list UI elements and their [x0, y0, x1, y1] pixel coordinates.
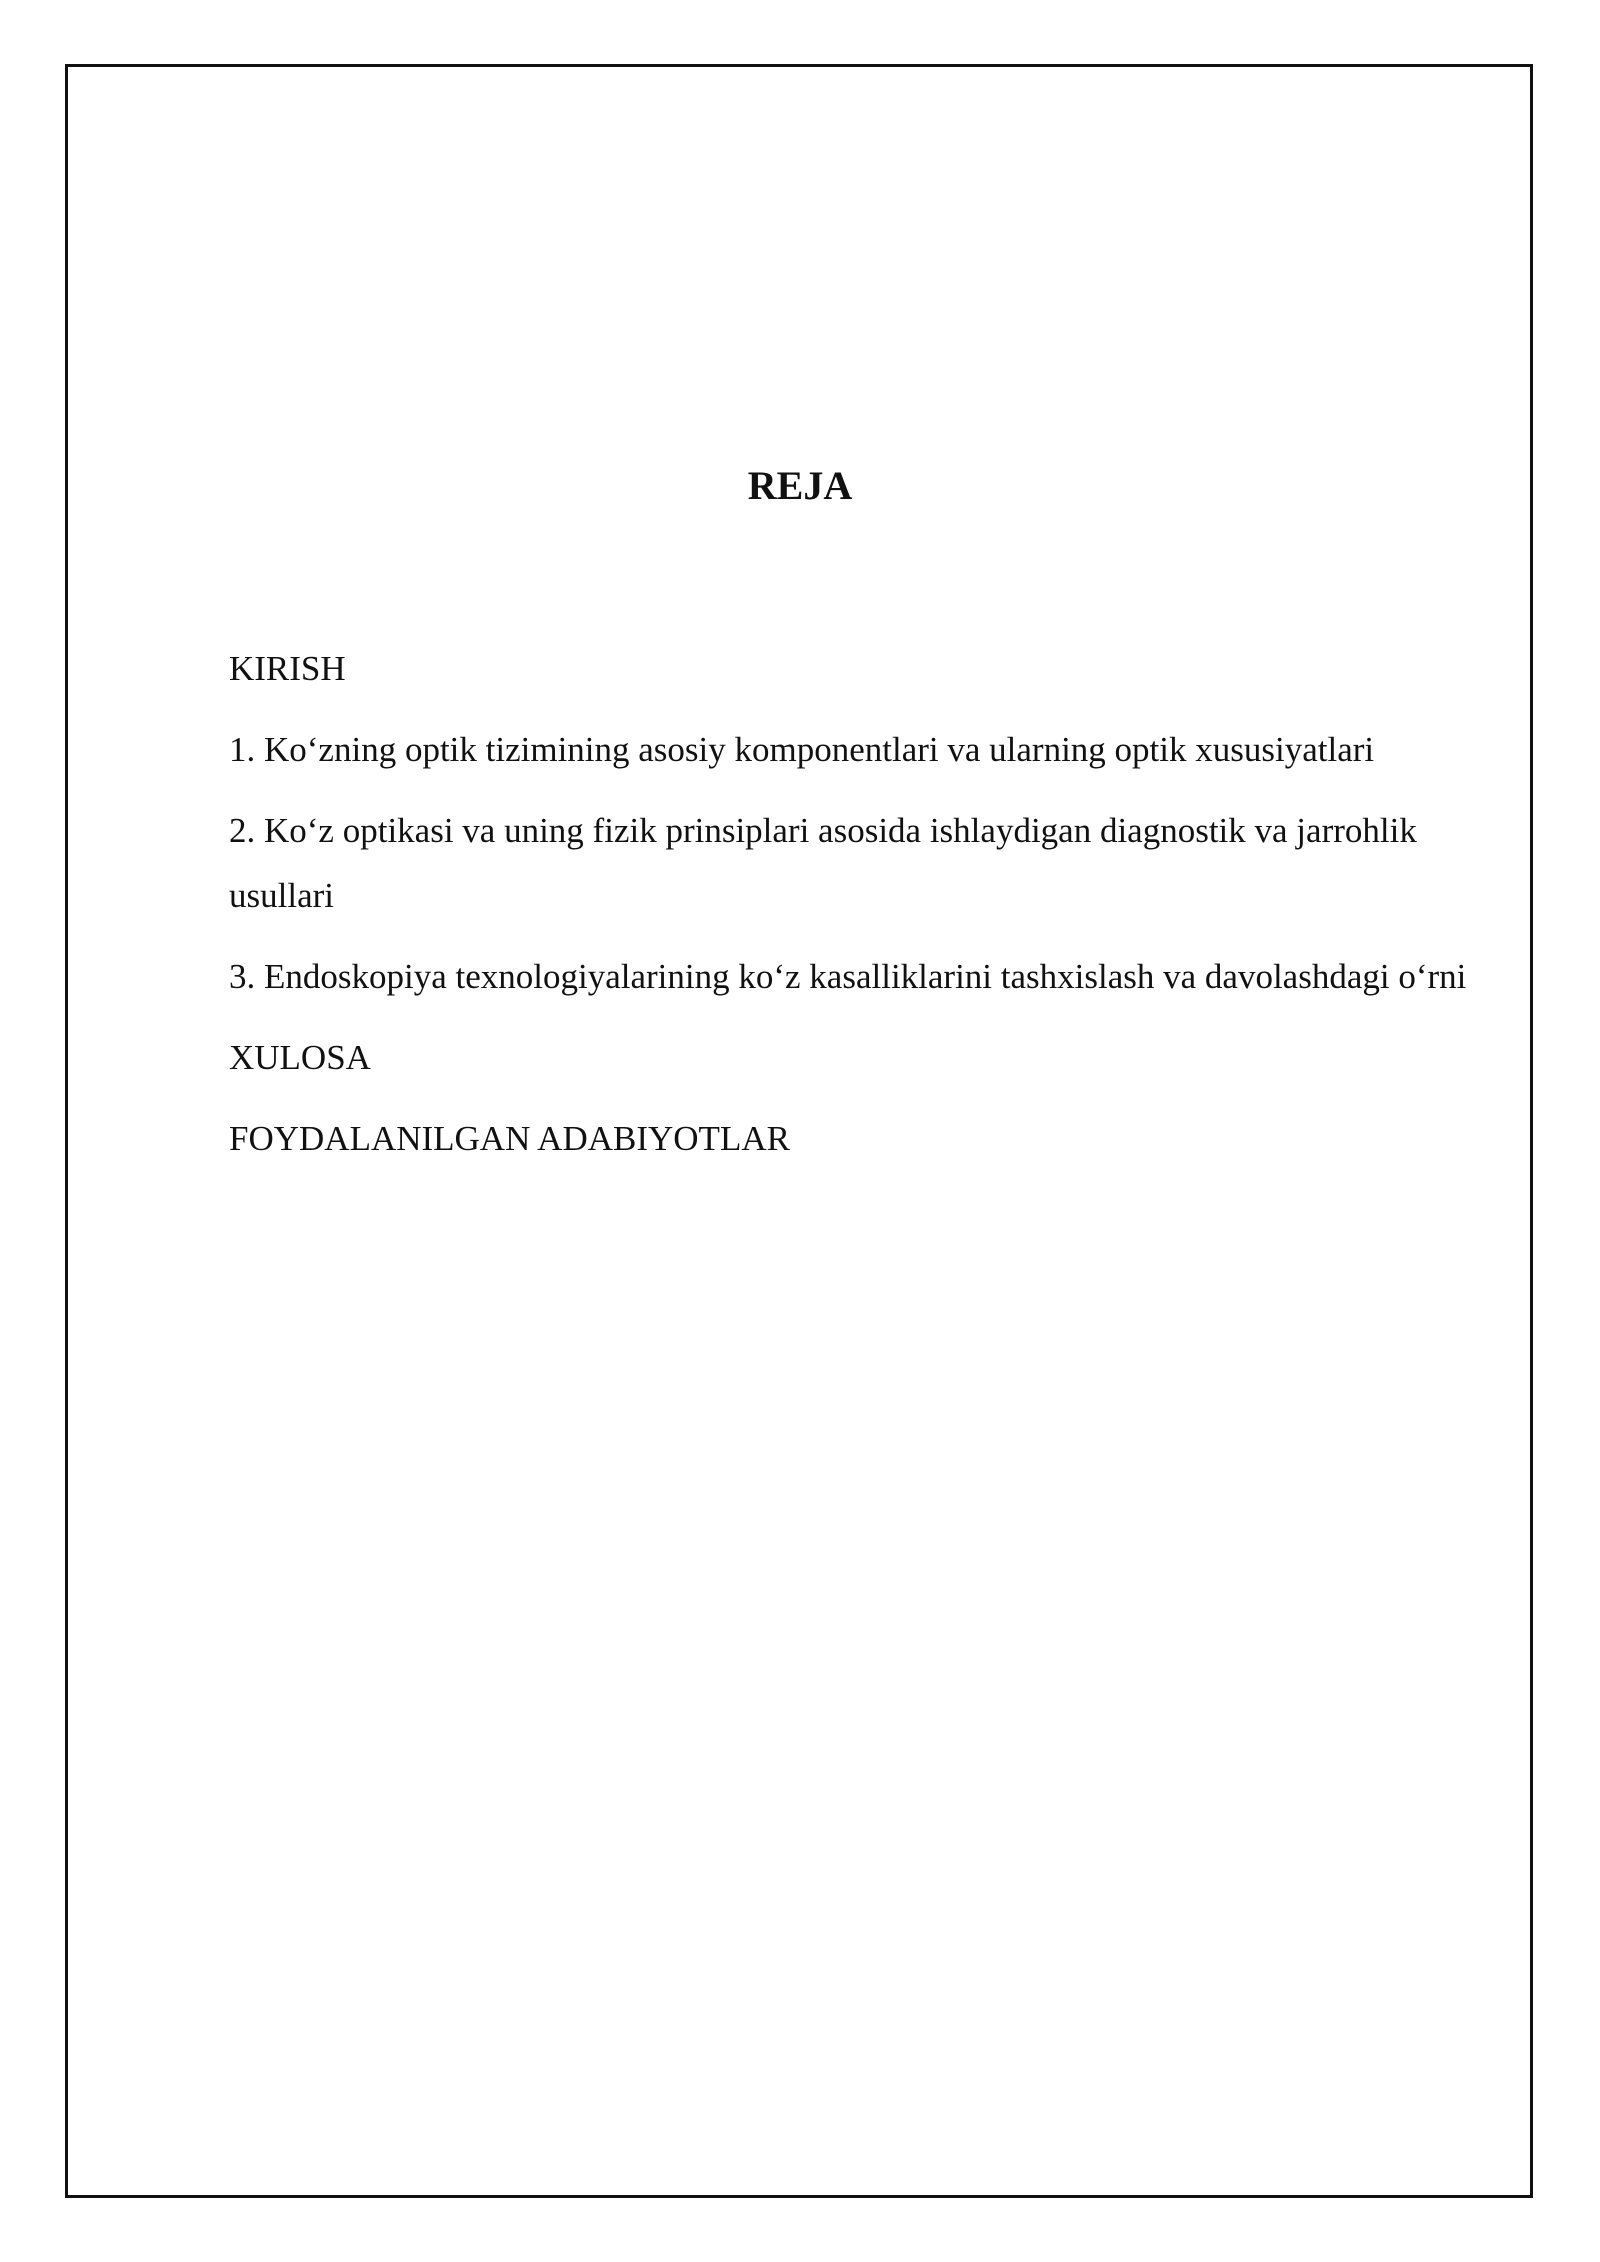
toc-item-introduction: KIRISH — [229, 649, 346, 688]
toc-item-chapter-2: 2. Ko‘z optikasi va uning fizik prinsiplari asosida ishlaydigan diagnostik va jarrohlik usullari — [229, 811, 1417, 915]
page-title: REJA — [747, 463, 853, 508]
toc-item-conclusion: XULOSA — [229, 1038, 371, 1077]
toc-item-chapter-3: 3. Endoskopiya texnologiyalarining ko‘z kasalliklarini tashxislash va davolashdagi o‘rni — [229, 957, 1467, 996]
toc-item-chapter-1: 1. Ko‘zning optik tizimining asosiy komponentlari va ularning optik xususiyatlari — [229, 730, 1375, 769]
toc-item-references: FOYDALANILGAN ADABIYOTLAR — [229, 1119, 790, 1158]
table-of-contents — [229, 636, 1489, 1187]
